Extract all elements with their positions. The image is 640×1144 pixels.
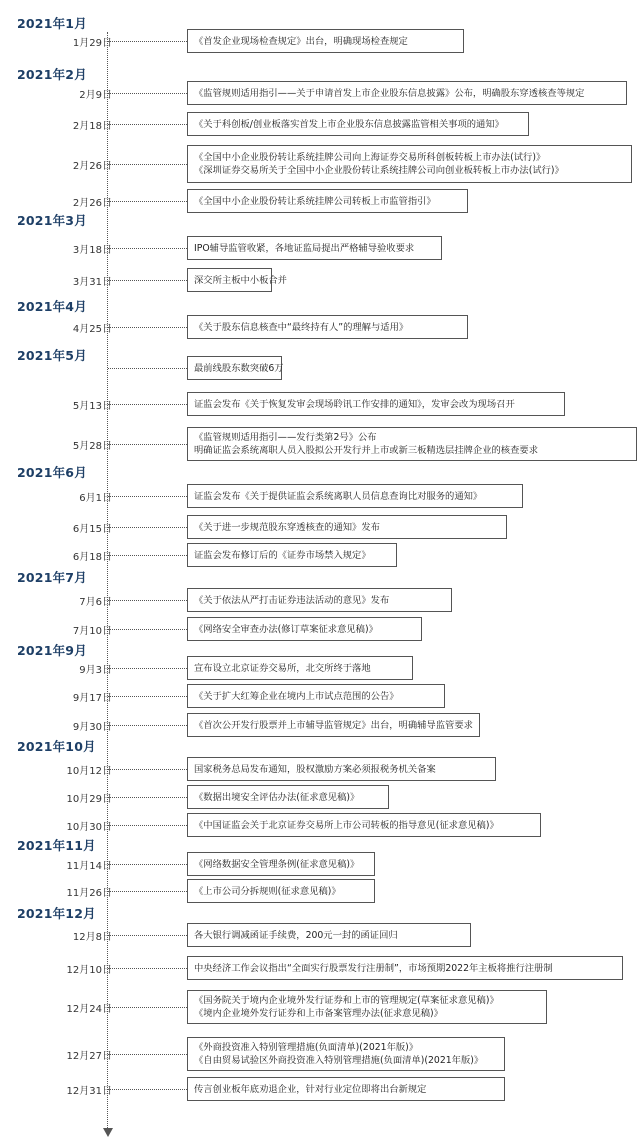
event-connector [108, 797, 187, 798]
event-connector [108, 725, 187, 726]
event-connector [108, 1007, 187, 1008]
event-box [187, 813, 541, 837]
event-date: 2月26日 [72, 198, 112, 209]
event-box [187, 268, 287, 292]
event-box [187, 713, 480, 737]
event-text: 各大银行调减函证手续费，200元一封的函证回归 [194, 929, 398, 941]
event-date: 11月14日 [66, 861, 112, 872]
event-date: 10月12日 [66, 766, 112, 777]
event-text: 证监会发布修订后的《证券市场禁入规定》 [194, 549, 371, 561]
month-heading: 2021年7月 [17, 570, 87, 585]
event-connector [108, 696, 187, 697]
event-text: 《网络安全审查办法(修订草案征求意见稿)》 [194, 623, 378, 635]
event-text: 《首次公开发行股票并上市辅导监管规定》出台，明确辅导监管要求 [194, 719, 473, 731]
event-text: 证监会发布《关于提供证监会系统离职人员信息查询比对服务的通知》 [194, 490, 483, 502]
event-text: 中央经济工作会议指出“全面实行股票发行注册制”，市场预期2022年主板将推行注册制 [194, 962, 553, 974]
event-text: 《关于扩大红筹企业在境内上市试点范围的公告》 [194, 690, 399, 702]
event-connector [108, 825, 187, 826]
event-connector [108, 496, 187, 497]
event-text: 《关于科创板/创业板落实首发上市企业股东信息披露监管相关事项的通知》 [194, 118, 504, 130]
event-box [187, 356, 282, 380]
event-connector [108, 248, 187, 249]
event-connector [108, 327, 187, 328]
event-date: 12月27日 [66, 1051, 112, 1062]
event-date: 5月13日 [72, 401, 112, 412]
event-box [187, 1077, 505, 1101]
event-text: 深交所主板中小板合并 [194, 274, 287, 286]
month-heading: 2021年5月 [17, 348, 87, 363]
event-connector [108, 93, 187, 94]
event-text: 传言创业板年底劝退企业，针对行业定位即将出台新规定 [194, 1083, 427, 1095]
event-date: 12月24日 [66, 1004, 112, 1015]
event-text: 《外商投资准入特别管理措施(负面清单)(2021年版)》 [194, 1042, 419, 1053]
event-text: 《中国证监会关于北京证券交易所上市公司转板的指导意见(征求意见稿)》 [194, 819, 499, 831]
event-text: 《关于依法从严打击证券违法活动的意见》发布 [194, 594, 390, 606]
event-text: 《首发企业现场检查规定》出台，明确现场检查规定 [194, 35, 408, 47]
event-date: 6月1日 [79, 493, 112, 504]
event-connector [108, 668, 187, 669]
event-connector [108, 769, 187, 770]
event-text: 《监管规则适用指引——发行类第2号》公布 [194, 432, 377, 443]
event-connector [108, 1054, 187, 1055]
event-date: 1月29日 [72, 38, 112, 49]
event-text: 《全国中小企业股份转让系统挂牌公司转板上市监管指引》 [194, 195, 436, 207]
event-box [187, 879, 375, 903]
month-heading: 2021年12月 [17, 906, 96, 921]
event-text: 《全国中小企业股份转让系统挂牌公司向上海证券交易所科创板转板上市办法(试行)》 [194, 152, 546, 163]
event-date: 12月10日 [66, 965, 112, 976]
event-connector [108, 280, 187, 281]
month-heading: 2021年1月 [17, 16, 87, 31]
event-date: 5月28日 [72, 441, 112, 452]
event-connector [108, 404, 187, 405]
month-heading: 2021年9月 [17, 643, 87, 658]
event-text: 《上市公司分拆规则(征求意见稿)》 [194, 885, 341, 897]
event-box [187, 81, 627, 105]
event-date: 9月3日 [79, 665, 112, 676]
event-text: 明确证监会系统离职人员入股拟公开发行并上市或新三板精选层挂牌企业的核查要求 [194, 445, 538, 456]
event-connector [108, 555, 187, 556]
event-box [187, 484, 523, 508]
event-connector [108, 41, 187, 42]
event-box [187, 427, 637, 461]
event-box [187, 757, 496, 781]
arrow-down-icon [103, 1128, 113, 1137]
event-date: 2月9日 [79, 90, 112, 101]
event-connector [108, 935, 187, 936]
event-date: 6月15日 [72, 524, 112, 535]
event-date: 9月30日 [72, 722, 112, 733]
event-box [187, 315, 468, 339]
event-text: 《关于股东信息核查中“最终持有人”的理解与适用》 [194, 321, 409, 333]
event-box [187, 236, 442, 260]
event-text: 《境内企业境外发行证券和上市备案管理办法(征求意见稿)》 [194, 1008, 443, 1019]
event-text: 《关于进一步规范股东穿透核查的通知》发布 [194, 521, 380, 533]
event-date: 12月31日 [66, 1086, 112, 1097]
event-connector [108, 1089, 187, 1090]
event-box [187, 684, 445, 708]
event-date: 11月26日 [66, 888, 112, 899]
event-date: 4月25日 [72, 324, 112, 335]
event-connector [108, 124, 187, 125]
event-box [187, 656, 413, 680]
event-text: IPO辅导监管收紧，各地证监局提出严格辅导验收要求 [194, 242, 415, 254]
month-heading: 2021年4月 [17, 299, 87, 314]
event-text: 宣布设立北京证券交易所，北交所终于落地 [194, 662, 371, 674]
event-box [187, 543, 397, 567]
event-connector [108, 368, 187, 369]
month-heading: 2021年6月 [17, 465, 87, 480]
event-text: 《国务院关于境内企业境外发行证券和上市的管理规定(草案征求意见稿)》 [194, 995, 499, 1006]
event-date: 10月30日 [66, 822, 112, 833]
month-heading: 2021年10月 [17, 739, 96, 754]
event-box [187, 990, 547, 1024]
event-date: 10月29日 [66, 794, 112, 805]
event-connector [108, 629, 187, 630]
event-box [187, 145, 632, 183]
event-box [187, 112, 529, 136]
event-connector [108, 201, 187, 202]
event-box [187, 588, 452, 612]
event-box [187, 189, 468, 213]
event-connector [108, 864, 187, 865]
month-heading: 2021年3月 [17, 213, 87, 228]
event-text: 《监管规则适用指引——关于申请首发上市企业股东信息披露》公布，明确股东穿透核查等规定 [194, 87, 585, 99]
event-date: 7月10日 [72, 626, 112, 637]
month-heading: 2021年2月 [17, 67, 87, 82]
event-text: 《自由贸易试验区外商投资准入特别管理措施(负面清单)(2021年版)》 [194, 1055, 484, 1066]
event-text: 证监会发布《关于恢复发审会现场聆讯工作安排的通知》，发审会改为现场召开 [194, 398, 515, 410]
event-date: 2月18日 [72, 121, 112, 132]
event-connector [108, 600, 187, 601]
event-box [187, 785, 389, 809]
event-connector [108, 968, 187, 969]
event-box [187, 852, 375, 876]
event-connector [108, 164, 187, 165]
event-box [187, 392, 565, 416]
event-connector [108, 891, 187, 892]
event-connector [108, 527, 187, 528]
event-text: 《数据出境安全评估办法(征求意见稿)》 [194, 791, 360, 803]
event-date: 7月6日 [79, 597, 112, 608]
event-date: 9月17日 [72, 693, 112, 704]
event-date: 3月18日 [72, 245, 112, 256]
event-text: 国家税务总局发布通知，股权激励方案必须报税务机关备案 [194, 763, 436, 775]
event-date: 6月18日 [72, 552, 112, 563]
month-heading: 2021年11月 [17, 838, 96, 853]
event-box [187, 956, 623, 980]
event-date: 2月26日 [72, 161, 112, 172]
event-box [187, 29, 464, 53]
event-box [187, 515, 507, 539]
event-text: 《网络数据安全管理条例(征求意见稿)》 [194, 858, 360, 870]
event-date: 12月8日 [72, 932, 112, 943]
event-date: 3月31日 [72, 277, 112, 288]
event-box [187, 1037, 505, 1071]
event-text: 最前线股东数突破6万 [194, 362, 284, 374]
event-connector [108, 444, 187, 445]
event-text: 《深圳证券交易所关于全国中小企业股份转让系统挂牌公司向创业板转板上市办法(试行)》 [194, 165, 564, 176]
event-box [187, 923, 471, 947]
event-box [187, 617, 422, 641]
